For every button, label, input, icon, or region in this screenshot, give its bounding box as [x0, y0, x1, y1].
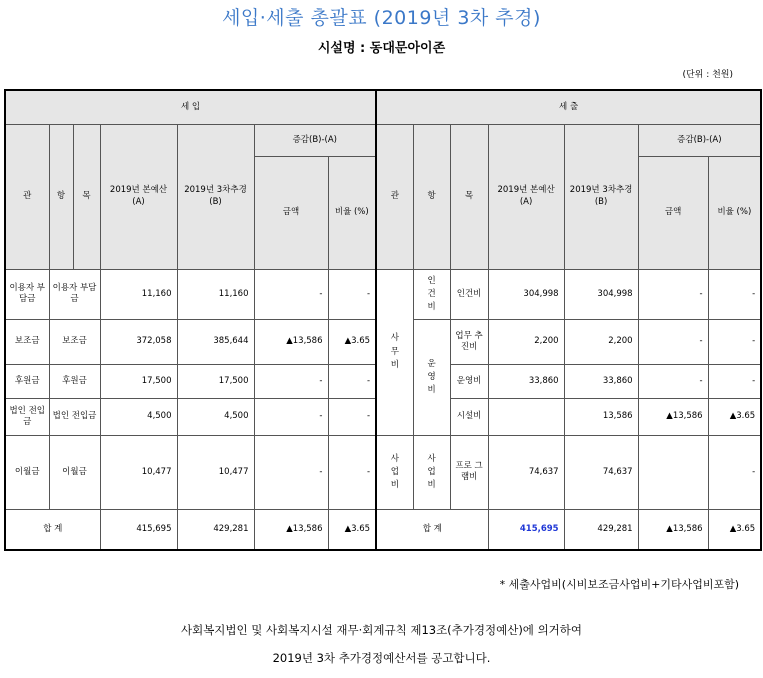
income-ratio-cell: -	[328, 365, 376, 399]
income-amount-cell: -	[254, 269, 328, 319]
expense-original-cell: 2,200	[488, 319, 564, 364]
income-gwan-cell: 이월금	[5, 435, 49, 509]
expense-amount-cell: -	[638, 365, 708, 399]
expense-revised-cell: 2,200	[564, 319, 638, 364]
expense-revised-cell: 74,637	[564, 435, 638, 509]
income-col-gwan: 관	[5, 124, 49, 269]
income-col-revised-budget: 2019년 3차추경 (B)	[177, 124, 254, 269]
expense-total-original: 415,695	[488, 510, 564, 550]
expense-revised-cell: 304,998	[564, 269, 638, 319]
unit-label: (단위 : 천원)	[682, 70, 733, 80]
income-ratio-cell: -	[328, 435, 376, 509]
table-row	[5, 269, 761, 319]
income-hang-cell: 이용자 부담금	[49, 269, 100, 319]
income-col-difference: 증감(B)-(A)	[254, 124, 376, 156]
budget-summary-table	[4, 89, 762, 551]
expense-total-label: 합 계	[376, 510, 488, 550]
expense-total-amount: ▲13,586	[638, 510, 708, 550]
expense-col-gwan: 관	[376, 124, 413, 269]
income-col-ratio: 비율 (%)	[328, 156, 376, 269]
income-original-cell: 11,160	[100, 269, 177, 319]
expense-ratio-cell: -	[708, 435, 761, 509]
expense-ratio-cell: -	[708, 319, 761, 364]
expense-amount-cell: -	[638, 319, 708, 364]
income-header: 세 입	[5, 90, 376, 124]
expense-ratio-cell: -	[708, 269, 761, 319]
expense-original-cell	[488, 399, 564, 435]
expense-mok-cell: 프로 그램비	[450, 435, 488, 509]
expense-total-ratio: ▲3.65	[708, 510, 761, 550]
income-amount-cell: -	[254, 365, 328, 399]
income-revised-cell: 11,160	[177, 269, 254, 319]
income-revised-cell: 385,644	[177, 319, 254, 364]
expense-mok-cell: 운영비	[450, 365, 488, 399]
expense-amount-cell: ▲13,586	[638, 399, 708, 435]
income-ratio-cell: -	[328, 269, 376, 319]
expense-hang-personnel-cell: 인건비	[413, 269, 450, 319]
income-total-amount: ▲13,586	[254, 510, 328, 550]
income-original-cell: 17,500	[100, 365, 177, 399]
income-col-original-budget: 2019년 본예산 (A)	[100, 124, 177, 269]
income-total-original: 415,695	[100, 510, 177, 550]
income-original-cell: 372,058	[100, 319, 177, 364]
income-gwan-cell: 보조금	[5, 319, 49, 364]
expense-col-difference: 증감(B)-(A)	[638, 124, 761, 156]
expense-col-ratio: 비율 (%)	[708, 156, 761, 269]
expense-mok-cell: 시설비	[450, 399, 488, 435]
expense-col-mok: 목	[450, 124, 488, 269]
income-hang-cell: 이월금	[49, 435, 100, 509]
expense-note: * 세출사업비(시비보조금사업비+기타사업비포함)	[499, 578, 739, 591]
expense-col-amount: 금액	[638, 156, 708, 269]
expense-mok-cell: 인건비	[450, 269, 488, 319]
income-amount-cell: -	[254, 435, 328, 509]
expense-revised-cell: 33,860	[564, 365, 638, 399]
income-hang-cell: 보조금	[49, 319, 100, 364]
income-gwan-cell: 후원금	[5, 365, 49, 399]
income-hang-cell: 후원금	[49, 365, 100, 399]
income-original-cell: 10,477	[100, 435, 177, 509]
income-col-mok: 목	[73, 124, 100, 269]
income-col-amount: 금액	[254, 156, 328, 269]
footer-legal-basis: 사회복지법인 및 사회복지시설 재무·회계규칙 제13조(추가경정예산)에 의거하여	[180, 623, 583, 637]
expense-col-revised-budget: 2019년 3차추경 (B)	[564, 124, 638, 269]
income-original-cell: 4,500	[100, 399, 177, 435]
expense-header: 세 출	[376, 90, 761, 124]
table-row	[5, 435, 761, 509]
income-revised-cell: 4,500	[177, 399, 254, 435]
expense-hang-project-cell: 사업비	[413, 435, 450, 509]
income-total-revised: 429,281	[177, 510, 254, 550]
footer-announcement: 2019년 3차 추가경정예산서를 공고합니다.	[272, 651, 491, 665]
expense-ratio-cell: -	[708, 365, 761, 399]
income-amount-cell: ▲13,586	[254, 319, 328, 364]
expense-original-cell: 74,637	[488, 435, 564, 509]
expense-ratio-cell: ▲3.65	[708, 399, 761, 435]
expense-gwan-office-cell: 사무비	[376, 269, 413, 435]
income-hang-cell: 법인 전입금	[49, 399, 100, 435]
income-ratio-cell: ▲3.65	[328, 319, 376, 364]
income-gwan-cell: 법인 전입금	[5, 399, 49, 435]
income-total-label: 합 계	[5, 510, 100, 550]
income-ratio-cell: -	[328, 399, 376, 435]
expense-amount-cell	[638, 435, 708, 509]
income-revised-cell: 17,500	[177, 365, 254, 399]
income-col-hang: 항	[49, 124, 73, 269]
expense-original-cell: 33,860	[488, 365, 564, 399]
expense-mok-cell: 업무 추진비	[450, 319, 488, 364]
income-amount-cell: -	[254, 399, 328, 435]
income-revised-cell: 10,477	[177, 435, 254, 509]
total-row	[5, 510, 761, 550]
income-gwan-cell: 이용자 부담금	[5, 269, 49, 319]
expense-revised-cell: 13,586	[564, 399, 638, 435]
page-title: 세입·세출 총괄표 (2019년 3차 추경)	[222, 7, 541, 29]
expense-amount-cell: -	[638, 269, 708, 319]
facility-name: 시설명 : 동대문아이존	[317, 41, 446, 56]
expense-col-original-budget: 2019년 본예산 (A)	[488, 124, 564, 269]
expense-total-revised: 429,281	[564, 510, 638, 550]
expense-hang-operation-cell: 운영비	[413, 319, 450, 435]
expense-col-hang: 항	[413, 124, 450, 269]
expense-gwan-project-cell: 사업비	[376, 435, 413, 509]
income-total-ratio: ▲3.65	[328, 510, 376, 550]
expense-original-cell: 304,998	[488, 269, 564, 319]
